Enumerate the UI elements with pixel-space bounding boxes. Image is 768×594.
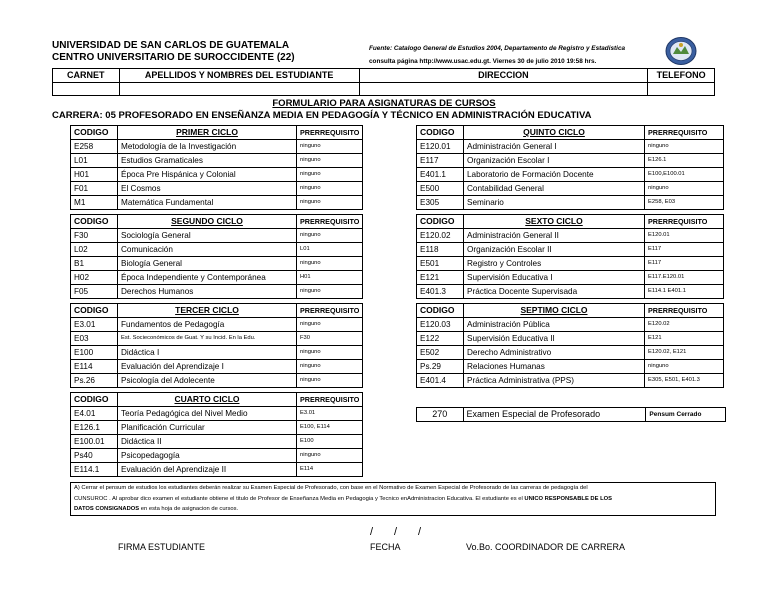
course-name: Estudios Gramaticales [118, 154, 297, 168]
course-row [71, 196, 363, 210]
course-row [71, 318, 363, 332]
course-prereq: E114 [297, 463, 363, 477]
code-header: CODIGO [71, 304, 118, 318]
course-code: E121 [417, 271, 464, 285]
carnet-field[interactable] [53, 83, 120, 96]
course-row [417, 154, 724, 168]
coordinator-signature-label: Vo.Bo. COORDINADOR DE CARRERA [466, 542, 626, 552]
address-field[interactable] [359, 83, 648, 96]
course-name: Matemática Fundamental [118, 196, 297, 210]
course-row [71, 449, 363, 463]
course-code: E401.1 [417, 168, 464, 182]
consult-note: consulta página http://www.usac.edu.gt. Viernes 30 de julio 2010 19:58 hrs. [369, 58, 597, 65]
phone-field[interactable] [648, 83, 715, 96]
exam-status: Pensum Cerrado [646, 408, 726, 422]
course-code: E114 [71, 360, 118, 374]
exam-table [416, 407, 726, 422]
course-prereq: ninguno [645, 360, 724, 374]
course-row [417, 257, 724, 271]
course-prereq: E120.02, E121 [645, 346, 724, 360]
course-code: E3.01 [71, 318, 118, 332]
course-name: Contabilidad General [464, 182, 645, 196]
course-prereq: E100 [297, 435, 363, 449]
course-prereq: ninguno [297, 196, 363, 210]
course-name: Didáctica I [118, 346, 297, 360]
date-slash-3: / [418, 526, 422, 538]
course-prereq: E120.02 [645, 318, 724, 332]
course-row [417, 182, 724, 196]
code-header: CODIGO [417, 304, 464, 318]
university-name: UNIVERSIDAD DE SAN CARLOS DE GUATEMALA [52, 40, 290, 51]
course-name: Comunicación [118, 243, 297, 257]
course-code: E100 [71, 346, 118, 360]
course-prereq: ninguno [297, 140, 363, 154]
course-name: Organización Escolar I [464, 154, 645, 168]
course-row [71, 271, 363, 285]
date-slash-1: / [370, 526, 374, 538]
cycle-table-left-1 [70, 125, 363, 210]
course-row [71, 140, 363, 154]
course-code: E118 [417, 243, 464, 257]
course-code: Ps.29 [417, 360, 464, 374]
note-emphasis-1: UNICO RESPONSABLE DE LOS [524, 495, 612, 502]
course-name: Organización Escolar II [464, 243, 645, 257]
course-code: F05 [71, 285, 118, 299]
course-code: E117 [417, 154, 464, 168]
course-name: Evaluación del Aprendizaje I [118, 360, 297, 374]
course-name: Teoría Pedagógica del Nivel Medio [118, 407, 297, 421]
course-name: Psicopedagogía [118, 449, 297, 463]
course-code: E120.02 [417, 229, 464, 243]
institution-header [52, 40, 295, 64]
course-prereq: H01 [297, 271, 363, 285]
course-row [71, 435, 363, 449]
course-row [71, 229, 363, 243]
course-row [417, 168, 724, 182]
course-row [417, 318, 724, 332]
course-code: E126.1 [71, 421, 118, 435]
note-line-2: CUNSUROC . Al aprobar dico examen el estudiante obtiene el titulo de Profesor de Enseñanza Media en Pedagogia y Tecnico enAdministracion Educativa. El estudiante es el UNICO RESPONSABLE DE LOS [74, 495, 612, 502]
course-name: El Cosmos [118, 182, 297, 196]
source-note-block [369, 42, 669, 68]
student-signature-label: FIRMA ESTUDIANTE [118, 542, 206, 552]
code-header: CODIGO [417, 215, 464, 229]
course-code: E305 [417, 196, 464, 210]
course-row [71, 346, 363, 360]
student-info-table [52, 68, 715, 96]
course-prereq: E120.01 [645, 229, 724, 243]
course-code: E120.01 [417, 140, 464, 154]
course-row [417, 196, 724, 210]
exam-name: Examen Especial de Profesorado [463, 408, 646, 422]
prereq-header: PRERREQUISITO [645, 304, 724, 318]
course-name: Psicología del Adolecente [118, 374, 297, 388]
prereq-header: PRERREQUISITO [297, 126, 363, 140]
cycle-table-left-2 [70, 214, 363, 299]
code-header: CODIGO [417, 126, 464, 140]
course-prereq: E100,E100.01 [645, 168, 724, 182]
course-code: E258 [71, 140, 118, 154]
course-name: Sociología General [118, 229, 297, 243]
course-prereq: ninguno [297, 360, 363, 374]
course-code: E120.03 [417, 318, 464, 332]
carnet-header: CARNET [53, 69, 120, 83]
course-prereq: ninguno [297, 449, 363, 463]
course-name: Administración General I [464, 140, 645, 154]
code-header: CODIGO [71, 126, 118, 140]
note-line-1: A) Cerrar el pensum de estudios los estudiantes deberán realizar su Examen Especial de Profesorado, con base en el Normativo de Examen Especial de Profesorado de las carreras de pedagogía del [74, 485, 588, 491]
note-line-3: DATOS CONSIGNADOS en esta hoja de asignacion de cursos. [74, 506, 239, 512]
course-prereq: E3.01 [297, 407, 363, 421]
course-name: Supervisión Educativa I [464, 271, 645, 285]
cycle-table-right-1 [416, 125, 724, 210]
course-name: Época Independiente y Contemporánea [118, 271, 297, 285]
course-code: E122 [417, 332, 464, 346]
note-emphasis-2: DATOS CONSIGNADOS [74, 506, 140, 512]
course-code: Ps.26 [71, 374, 118, 388]
course-name: Laboratorio de Formación Docente [464, 168, 645, 182]
course-name: Práctica Docente Supervisada [464, 285, 645, 299]
course-row [71, 374, 363, 388]
address-header: DIRECCION [359, 69, 648, 83]
course-name: Planificación Curricular [118, 421, 297, 435]
exam-code: 270 [417, 408, 464, 422]
course-code: E500 [417, 182, 464, 196]
student-names-header: APELLIDOS Y NOMBRES DEL ESTUDIANTE [119, 69, 359, 83]
course-code: E03 [71, 332, 118, 346]
cycle-title: SEXTO CICLO [464, 215, 645, 229]
course-name: Administración Pública [464, 318, 645, 332]
course-code: L01 [71, 154, 118, 168]
form-title: FORMULARIO PARA ASIGNATURAS DE CURSOS [272, 98, 496, 109]
career-title: CARRERA: 05 PROFESORADO EN ENSEÑANZA MEDIA EN PEDAGOGÍA Y TÉCNICO EN ADMINISTRACIÓN EDUCATIVA [52, 110, 592, 121]
course-name: Derecho Administrativo [464, 346, 645, 360]
prereq-header: PRERREQUISITO [297, 215, 363, 229]
course-row [417, 271, 724, 285]
course-prereq: ninguno [297, 318, 363, 332]
course-code: E114.1 [71, 463, 118, 477]
course-row [417, 285, 724, 299]
course-prereq: ninguno [645, 140, 724, 154]
course-row [417, 140, 724, 154]
course-prereq: E117 [645, 257, 724, 271]
phone-header: TELEFONO [648, 69, 715, 83]
cycle-title: TERCER CICLO [118, 304, 297, 318]
date-label: FECHA [370, 542, 401, 552]
course-row [417, 346, 724, 360]
course-name: Fundamentos de Pedagogía [118, 318, 297, 332]
course-row [71, 154, 363, 168]
course-row [71, 407, 363, 421]
course-prereq: ninguno [297, 229, 363, 243]
course-row [417, 332, 724, 346]
university-seal-icon [664, 36, 698, 66]
cycle-title: QUINTO CICLO [464, 126, 645, 140]
course-prereq: E117 [645, 243, 724, 257]
prereq-header: PRERREQUISITO [645, 215, 724, 229]
course-prereq: E100, E114 [297, 421, 363, 435]
cycle-title: SEGUNDO CICLO [118, 215, 297, 229]
cycle-title: PRIMER CICLO [118, 126, 297, 140]
course-prereq: E121 [645, 332, 724, 346]
course-row [71, 421, 363, 435]
prereq-header: PRERREQUISITO [297, 393, 363, 407]
course-code: E100.01 [71, 435, 118, 449]
course-prereq: ninguno [297, 257, 363, 271]
cycle-table-left-4 [70, 392, 363, 477]
prereq-header: PRERREQUISITO [297, 304, 363, 318]
date-slashes [370, 526, 442, 538]
cycle-table-left-3 [70, 303, 363, 388]
course-row [71, 182, 363, 196]
student-names-field[interactable] [119, 83, 359, 96]
course-code: E401.4 [417, 374, 464, 388]
course-prereq: ninguno [297, 374, 363, 388]
course-name: Biología General [118, 257, 297, 271]
course-code: F30 [71, 229, 118, 243]
cycle-table-right-2 [416, 214, 724, 299]
course-row [71, 257, 363, 271]
course-code: E501 [417, 257, 464, 271]
course-prereq: ninguno [297, 346, 363, 360]
course-row [71, 168, 363, 182]
course-name: Didáctica II [118, 435, 297, 449]
center-name: CENTRO UNIVERSITARIO DE SUROCCIDENTE (22) [52, 52, 295, 63]
instructions-note [70, 482, 716, 516]
course-row [71, 285, 363, 299]
course-name: Relaciones Humanas [464, 360, 645, 374]
code-header: CODIGO [71, 215, 118, 229]
course-prereq: ninguno [297, 285, 363, 299]
course-code: Ps40 [71, 449, 118, 463]
course-code: F01 [71, 182, 118, 196]
course-row [417, 243, 724, 257]
course-row [417, 360, 724, 374]
course-name: Derechos Humanos [118, 285, 297, 299]
course-row [71, 332, 363, 346]
course-prereq: F30 [297, 332, 363, 346]
course-code: B1 [71, 257, 118, 271]
date-slash-2: / [394, 526, 398, 538]
course-row [417, 229, 724, 243]
course-code: E502 [417, 346, 464, 360]
course-prereq: E126.1 [645, 154, 724, 168]
course-prereq: ninguno [297, 168, 363, 182]
course-code: H02 [71, 271, 118, 285]
course-code: L02 [71, 243, 118, 257]
course-row [71, 360, 363, 374]
cycle-title: CUARTO CICLO [118, 393, 297, 407]
source-note: Fuente: Catalogo General de Estudios 2004, Departamento de Registro y Estadistica [369, 45, 626, 52]
course-code: E401.3 [417, 285, 464, 299]
course-prereq: E114.1 E401.1 [645, 285, 724, 299]
course-row [417, 374, 724, 388]
course-code: M1 [71, 196, 118, 210]
code-header: CODIGO [71, 393, 118, 407]
course-prereq: E258, E03 [645, 196, 724, 210]
course-name: Evaluación del Aprendizaje II [118, 463, 297, 477]
course-code: E4.01 [71, 407, 118, 421]
course-prereq: ninguno [645, 182, 724, 196]
cycle-title: SEPTIMO CICLO [464, 304, 645, 318]
course-prereq: E117.E120.01 [645, 271, 724, 285]
course-prereq: ninguno [297, 154, 363, 168]
course-name: Est. Socieconómicos de Guat. Y su Incid. En la Edu. [118, 332, 297, 346]
course-prereq: ninguno [297, 182, 363, 196]
course-name: Seminario [464, 196, 645, 210]
course-prereq: L01 [297, 243, 363, 257]
course-row [71, 243, 363, 257]
course-code: H01 [71, 168, 118, 182]
prereq-header: PRERREQUISITO [645, 126, 724, 140]
cycle-table-right-3 [416, 303, 724, 388]
course-name: Registro y Controles [464, 257, 645, 271]
course-name: Época Pre Hispánica y Colonial [118, 168, 297, 182]
course-name: Administración General II [464, 229, 645, 243]
course-name: Práctica Administrativa (PPS) [464, 374, 645, 388]
course-row [71, 463, 363, 477]
course-name: Metodología de la Investigación [118, 140, 297, 154]
course-prereq: E305, E501, E401.3 [645, 374, 724, 388]
course-name: Supervisión Educativa II [464, 332, 645, 346]
